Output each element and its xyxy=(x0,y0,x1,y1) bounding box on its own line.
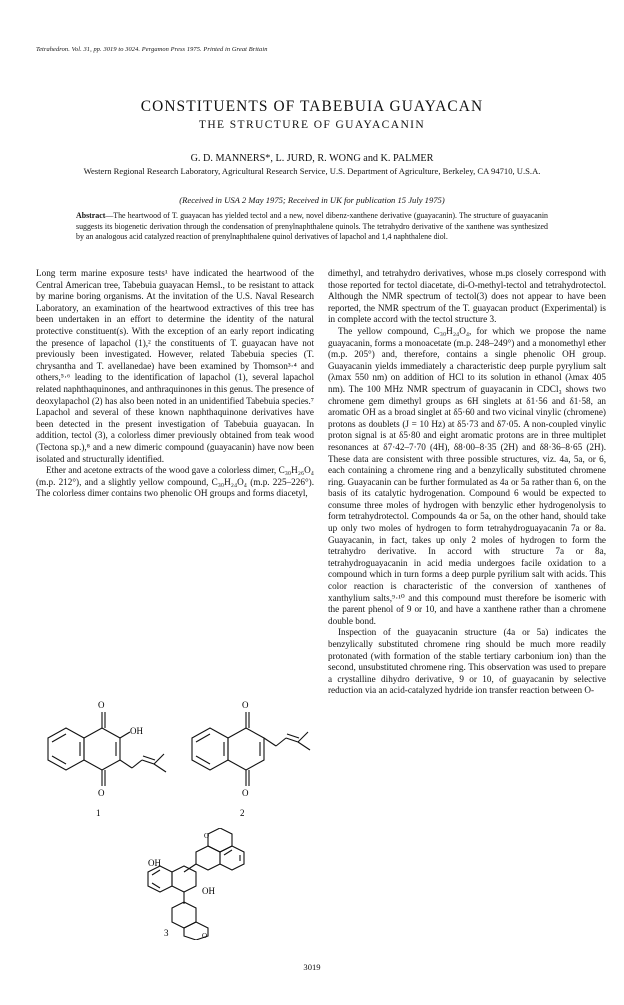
chem-structure-1 xyxy=(36,688,176,820)
body-paragraph: Inspection of the guayacanin structure (4a or 5a) indicates the benzylically substituted chromene ring should be much more readily protonated (with formation of the stable tertiary carbonium ion) than the second, unsubstituted chromene ring. This observation was used to prepare a crystalline dihydro derivative, 9 or 10, of guayacanin by selective reduction via an acid-catalyzed hydride ion transfer reaction between O- xyxy=(328,627,606,696)
page-number: 3019 xyxy=(303,962,321,972)
structure-number: 2 xyxy=(240,808,245,818)
left-column xyxy=(36,268,314,500)
right-column xyxy=(328,268,606,908)
chem-structure-2 xyxy=(180,688,320,820)
structure-number: 1 xyxy=(96,808,101,818)
atom-label: OH xyxy=(130,726,143,736)
atom-label: OH xyxy=(202,886,215,896)
article-subtitle: THE STRUCTURE OF GUAYACANIN xyxy=(198,119,426,131)
abstract-text: —The heartwood of T. guayacan has yielded tectol and a new, novel dibenz-xanthene derivative (guayacanin). The structure of guayacanin suggests its biogenetic derivation through the condensation of prenylnaphthalene quinols. The tetrahydro derivative of the xanthene was synthesized by an analogous acid catalyzed reaction of prenylnaphthalene quinol derivatives of lapachol and 1,4 naphthalene diol. xyxy=(76,211,548,241)
received-dates: (Received in USA 2 May 1975; Received in UK for publication 15 July 1975) xyxy=(179,195,445,205)
structure-number: 3 xyxy=(164,928,169,938)
atom-label: O xyxy=(202,932,208,940)
body-paragraph: dimethyl, and tetrahydro derivatives, whose m.ps closely correspond with those reported for tectol diacetate, di-O-methyl-tectol and tetrahydrotectol. Although the NMR spectrum of tectol(3) does not appear to have been reported, the NMR spectrum of the T. guayacan product (Experimental) is in complete accord with the tectol structure 3. xyxy=(328,268,606,325)
atom-label: O xyxy=(242,788,249,798)
atom-label: O xyxy=(98,788,105,798)
author-list: G. D. MANNERS*, L. JURD, R. WONG and K. PALMER xyxy=(190,153,434,164)
article-title: CONSTITUENTS OF TABEBUIA GUAYACAN xyxy=(140,98,484,115)
atom-label: OH xyxy=(148,858,161,868)
abstract-label: Abstract xyxy=(76,211,106,220)
body-paragraph: Ether and acetone extracts of the wood gave a colorless dimer, C₃₀H₂₆O₄ (m.p. 212°), and a slightly yellow compound, C₃₀H₂₄O₄ (m.p. 225–226°). The colorless dimer contains two phenolic OH groups and forms diacetyl, xyxy=(36,465,314,499)
atom-label: O xyxy=(242,700,249,710)
atom-label: O xyxy=(98,700,105,710)
affiliation: Western Regional Research Laboratory, Agricultural Research Service, U.S. Department of Agriculture, Berkeley, CA 94710, U.S.A. xyxy=(83,166,541,176)
body-paragraph: The yellow compound, C₃₀H₂₄O₄, for which we propose the name guayacanin, forms a monoacetate (m.p. 248–249°) and a monomethyl ether (m.p. 205°) and, therefore, contains a single phenolic OH group. Guayacanin yields immediately a characteristic deep purple pyrylium salt (λmax 550 nm) on addition of HCl to its solution in ethanol (λmax 405 nm). The 100 MHz NMR spectrum of guayacanin in CDCl₃ shows two chromene gem dimethyl groups as 6H singlets at δ1·56 and δ1·58, an aromatic OH as a broad singlet at δ5·60 and two vicinal vinylic (chromene) protons as doublets (J = 10 Hz) at δ5·73 and δ7·05. A non-coupled vinylic proton signal is at δ5·80 and eight aromatic protons are in three multiplet resonances at δ7·42–7·70 (4H), δ8·00–8·35 (2H) and δ8·36–8·65 (2H). These data are consistent with three possible structures, viz. 4a, 5a, or 6, each containing a chromene ring and a benzylically substituted chromene ring. Guayacanin can be further formulated as 4a or 5a rather than 6, on the basis of its catalytic hydrogenation. Compound 6 would be expected to consume three moles of hydrogen with benzylic ether hydrogenolysis to form tetrahydrotectol. Compounds 4a or 5a, on the other hand, should take up only two moles of hydrogen to form tetrahydroguayacanin 7a or 8a. Guayacanin, in fact, takes up only 2 moles of hydrogen to form the tetrahydro derivative. In accord with structure 7a or 8a, tetrahydroguayacanin in acid media undergoes facile oxidation to a compound which in turn forms a deep purple pyrilium salt with acids. This color reaction is characteristic of the conversion of xanthenes of xanthylium salts,⁹·¹⁰ and this compound must therefore be isomeric with the parent phenol of 9 or 10, and have a xanthene rather than a chromene double bond. xyxy=(328,325,606,626)
abstract xyxy=(76,211,548,243)
atom-label: O xyxy=(204,832,210,840)
chem-structure-3 xyxy=(112,828,272,940)
body-paragraph: Long term marine exposure tests¹ have indicated the heartwood of the Central American tree, Tabebuia guayacan Hemsl., to be resistant to attack by marine boring organisms. At the invitation of the U.S. Naval Research Laboratory, an examination of the heartwood extractives of this tree has been undertaken in an effort to determine the identity of the natural protective constituent(s). With the exception of an early report indicating the presence of lapachol (1),² the constituents of T. guayacan have not previously been investigated. However, related Tabebuia species (T. chrysantha and T. avellanedae) have been examined by Thomson³·⁴ and others,⁵·⁶ leading to the identification of lapachol (1), several lapachol related naphthaquinones, and anthraquinones in this genus. The presence of deoxylapachol (2) has also been noted in an unidentified Tabebuia species.⁷ Lapachol and several of these known naphthaquinone derivatives have been detected in the present investigation of Tabebuia guayacan. In addition, tectol (3), a colorless dimer previously obtained from teak wood (Tectona sp.),⁸ and a new dimeric compound (guayacanin) have now been isolated and structurally identified. xyxy=(36,268,314,464)
journal-header: Tetrahedron. Vol. 31, pp. 3019 to 3024. Pergamon Press 1975. Printed in Great Britain xyxy=(36,46,268,53)
